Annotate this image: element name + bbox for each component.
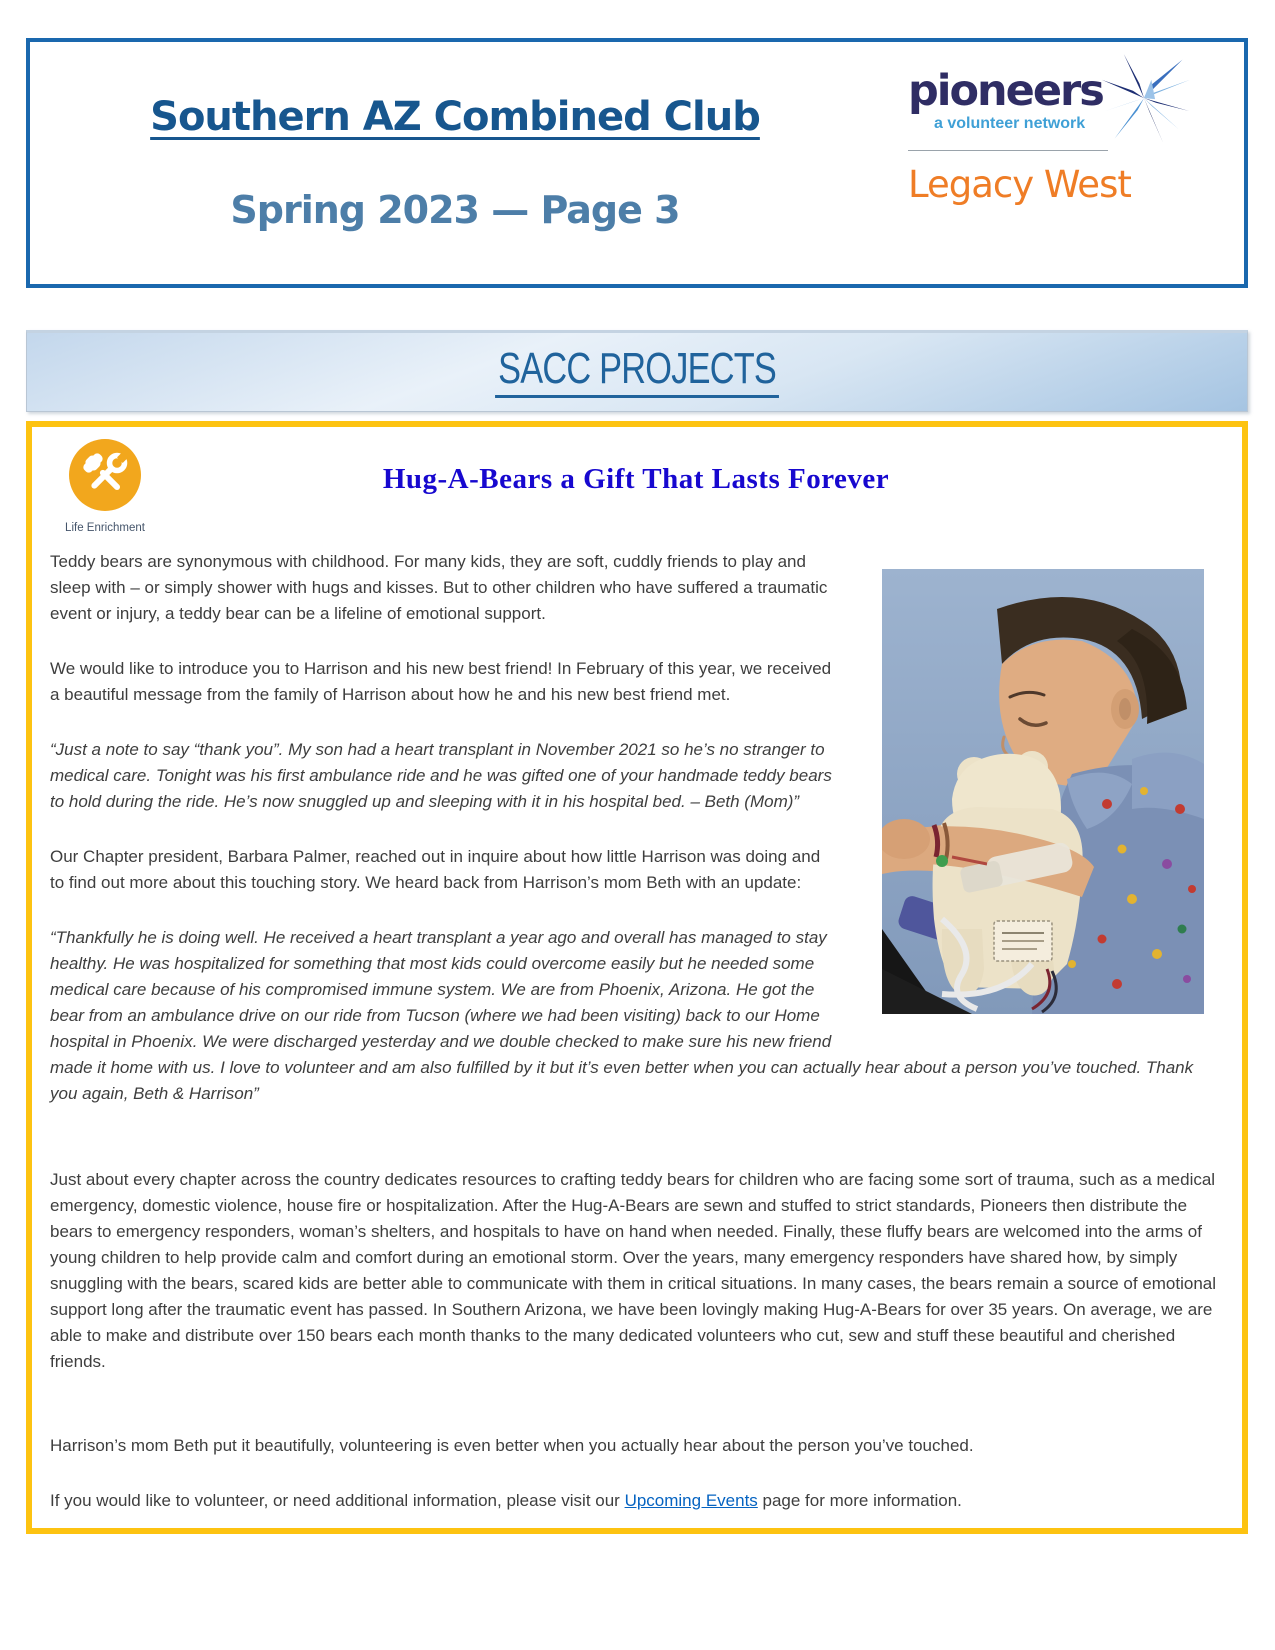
article-paragraph: Just about every chapter across the country dedicates resources to crafting teddy bears for children who are facing some sort of trauma, such as a medical emergency, domestic violence, house fire or hospitalization. After the Hug-A-Bears are sewn and stuffed to strict standards, Pioneers then distribute the bears to emergency responders, woman’s shelters, and hospitals to have on hand when needed. Finally, these fluffy bears are welcomed into the arms of young children to help provide calm and comfort during an emotional storm. Over the years, many emergency responders have shared how, by simply snuggling with the bears, scared kids are better able to communicate with them in critical situations. In many cases, the bears remain a source of emotional support long after the traumatic event has passed. In Southern Arizona, we have been lovingly making Hug-A-Bears for over 35 years. On average, we are able to make and distribute over 150 bears each month thanks to the many dedicated volunteers who cut, sew and stuff these beautiful and cherished friends. [50,1170,1217,1371]
category-label: Life Enrichment [65,522,145,534]
article-body [42,539,1230,1459]
photo-illustration [882,569,1204,1014]
article-title: Hug-A-Bears a Gift That Lasts Forever [382,463,890,495]
logo-brand-text: pioneers [908,66,1103,116]
logo-divider [908,150,1108,151]
harrison-photo [882,569,1204,1014]
article-paragraph: We would like to introduce you to Harrison and his new best friend! In February of this year, we received a beautiful message from the family of Harrison about how he and his new best friend met. [50,659,832,704]
tools-icon [69,439,141,511]
closing-pre-text: If you would like to volunteer, or need additional information, please visit our [50,1491,625,1510]
article-paragraph: “Thankfully he is doing well. He received a heart transplant a year ago and overall has managed to stay healthy. He was hospitalized for something that most kids could overcome easily but he needed some medical care because of his compromised immune system. We are from Phoenix, Arizona. He got the bear from an ambulance drive on our ride from Tucson (where we had been visiting) back to our Home hospital in Phoenix. We were discharged yesterday and we double checked to make sure his new friend made it home with us. I love to volunteer and am also fulfilled by it but it’s even better when you can actually hear about a person you’ve touched. Thank you again, Beth & Harrison” [50,928,1194,1103]
article-header [42,437,1230,539]
closing-paragraph [42,1488,1230,1514]
upcoming-events-link[interactable]: Upcoming Events [624,1491,758,1510]
section-banner [26,330,1248,412]
article-paragraph: Teddy bears are synonymous with childhood. For many kids, they are soft, cuddly friends to play and sleep with – or simply shower with hugs and kisses. But to other children who have suffered a traumatic event or injury, a teddy bear can be a lifeline of emotional support. [50,552,828,623]
pioneers-logo [908,66,1148,206]
header-titles [70,42,840,284]
category-badge [50,439,160,534]
newsletter-header [26,38,1248,288]
article-paragraph: “Just a note to say “thank you”. My son had a heart transplant in November 2021 so he’s no stranger to medical care. Tonight was his first ambulance ride and he was gifted one of your handmade teddy bears to hold during the ride. He’s now snuggled up and sleeping with it in his hospital bed. – Beth (Mom)” [50,740,832,811]
logo-chapter-name: Legacy West [908,163,1131,206]
section-banner-title: SACC PROJECTS [495,346,779,398]
article-paragraph: Harrison’s mom Beth put it beautifully, volunteering is even better when you actually hear about the person you’ve touched. [50,1436,974,1455]
club-title: Southern AZ Combined Club [150,94,760,140]
issue-page-line: Spring 2023 — Page 3 [230,188,680,232]
closing-post-text: page for more information. [757,1491,962,1510]
logo-tagline: a volunteer network [934,115,1086,132]
article-box [26,421,1248,1534]
article-paragraph: Our Chapter president, Barbara Palmer, reached out in inquire about how little Harrison was doing and to find out more about this touching story. We heard back from Harrison’s mom Beth with an update: [50,847,821,892]
